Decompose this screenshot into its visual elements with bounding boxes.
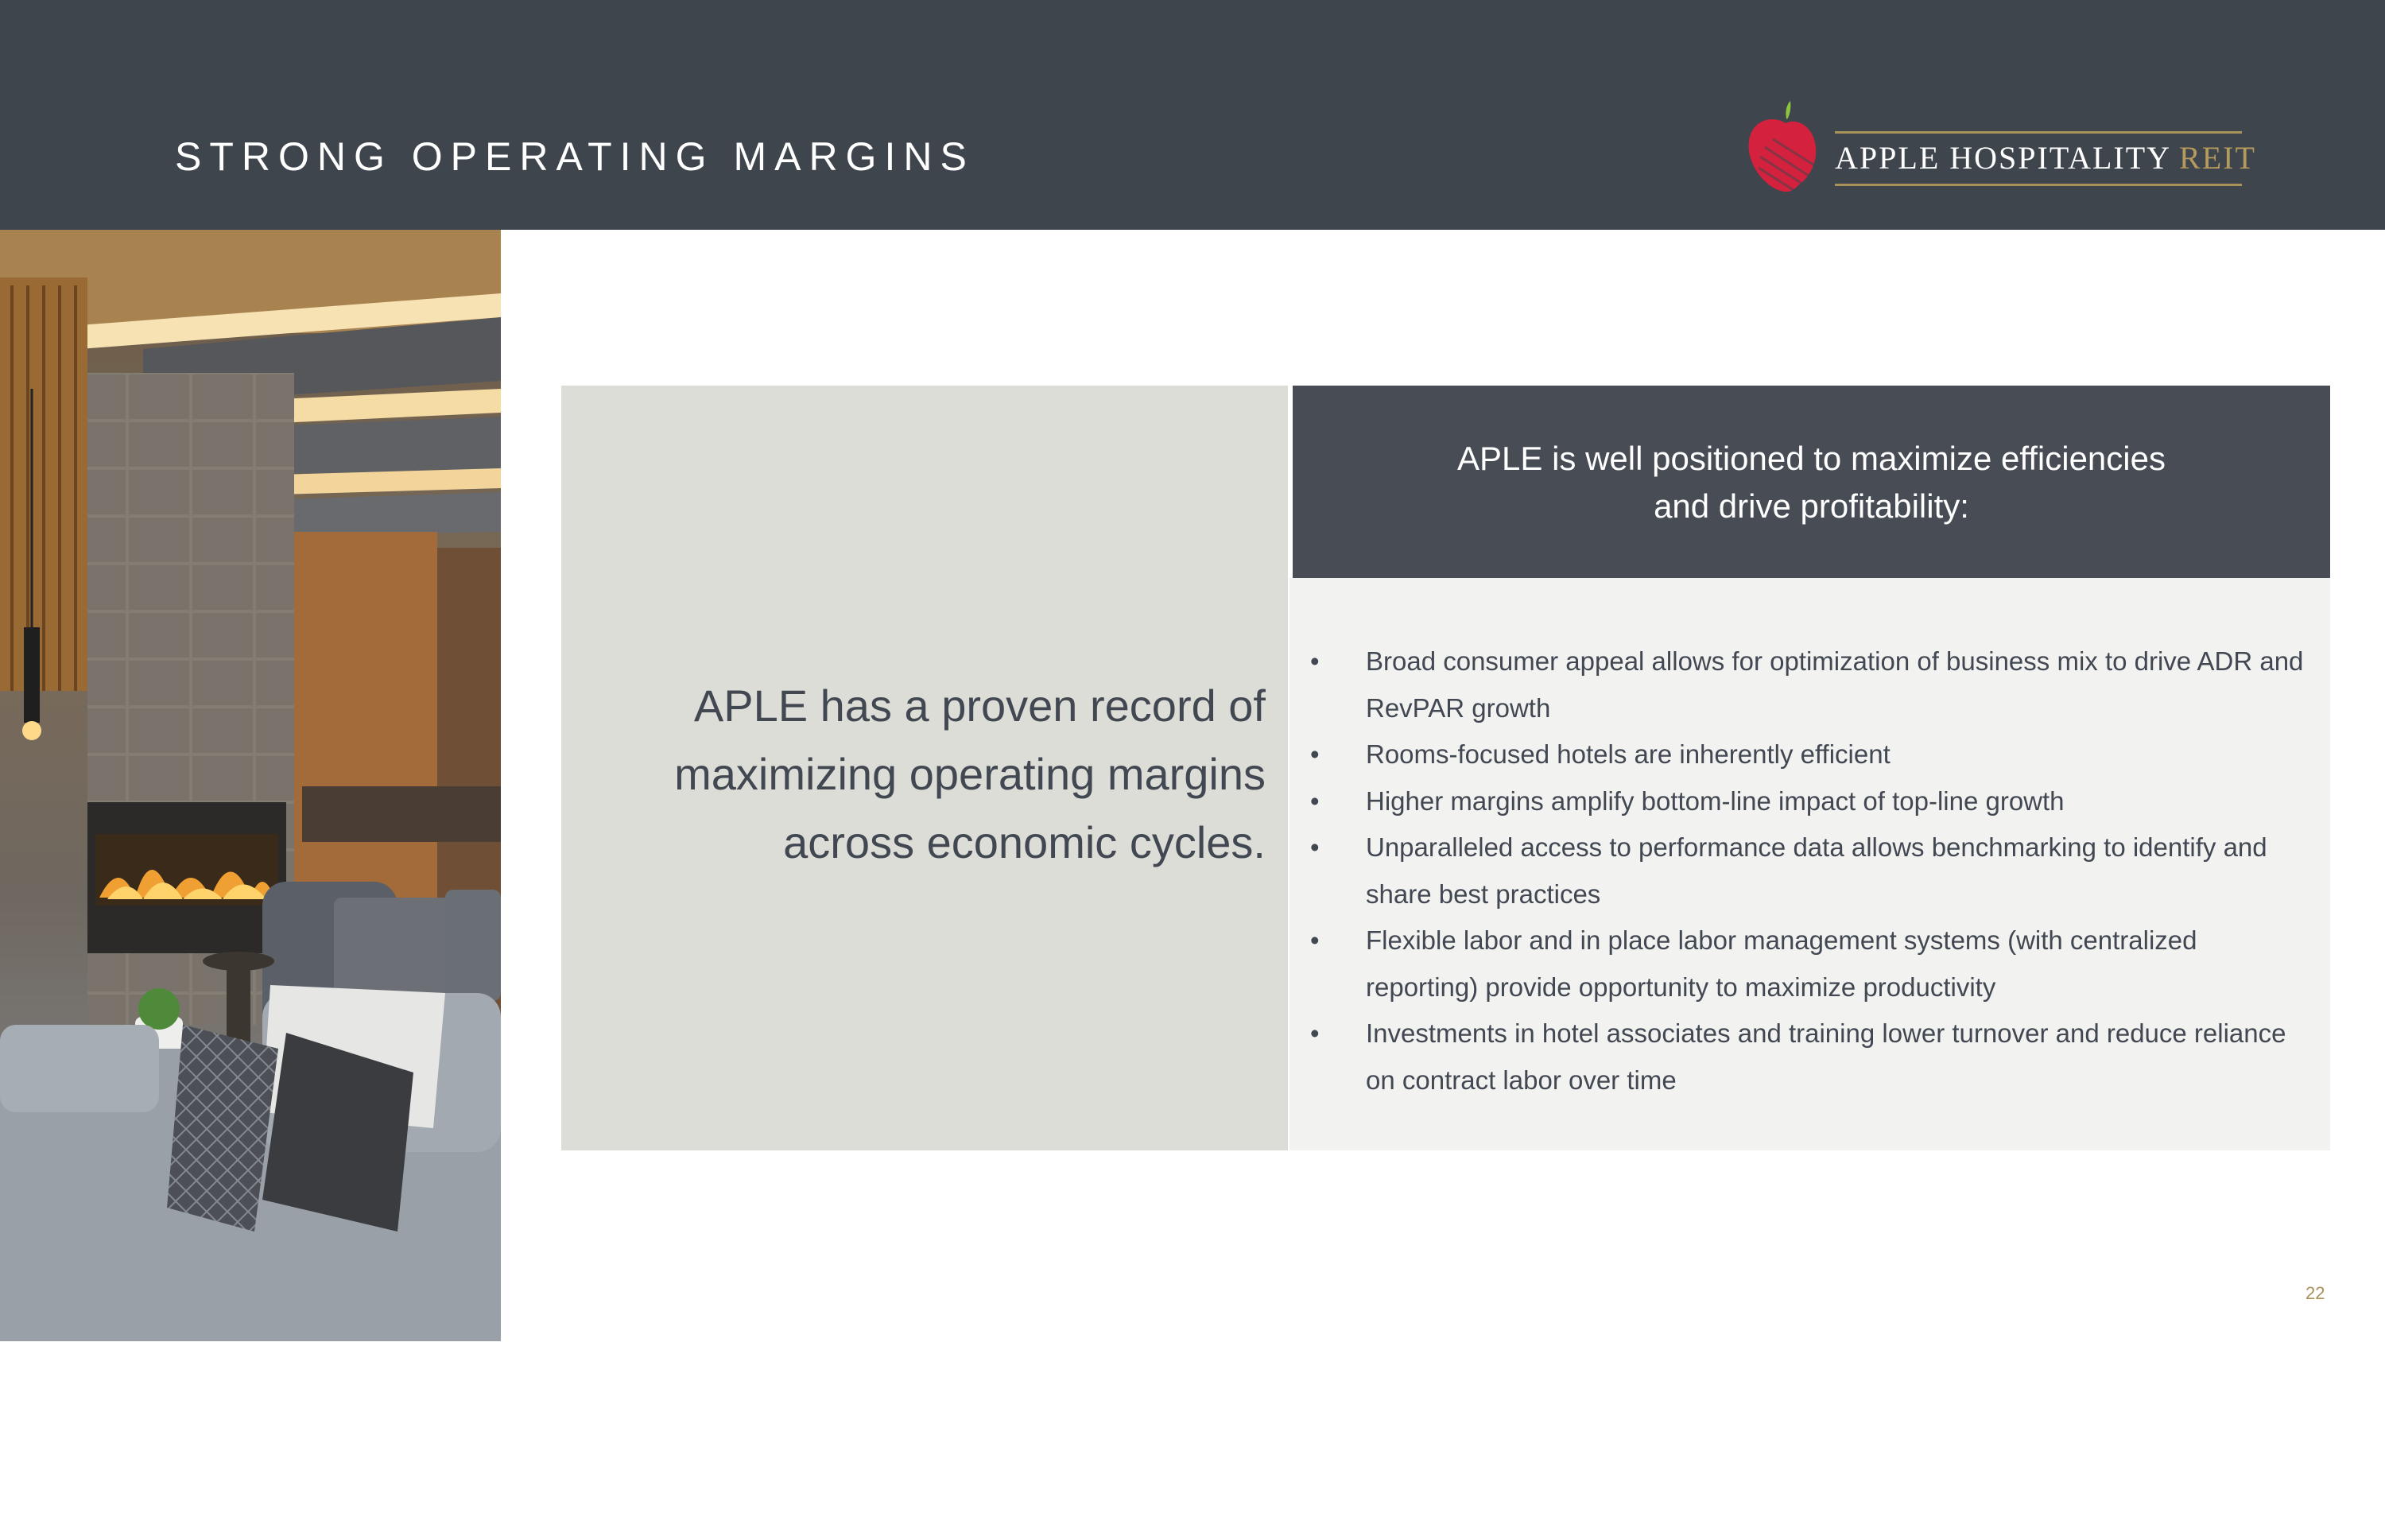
efficiencies-heading-line1: APLE is well positioned to maximize efficiencies	[1457, 440, 2166, 477]
efficiencies-bullet-list	[1289, 638, 2330, 1104]
photo-caption: AC HOTEL WASHINGTON DC CONVENTION CENTER	[17, 1519, 457, 1539]
slide-title: STRONG OPERATING MARGINS	[175, 134, 975, 179]
statement-panel	[561, 386, 1288, 1150]
logo-suffix: REIT	[2179, 140, 2256, 176]
bullet-icon: •	[1310, 786, 1320, 816]
bullet-text: Investments in hotel associates and training lower turnover and reduce reliance on contract labor over time	[1366, 1018, 2286, 1095]
bullet-item	[1289, 824, 2330, 917]
bullet-icon: •	[1310, 1018, 1320, 1048]
bullet-item	[1289, 1011, 2330, 1104]
bullet-item	[1289, 638, 2330, 731]
bullet-item	[1289, 731, 2330, 778]
logo-wordmark	[1835, 139, 2256, 176]
slide-header	[0, 0, 2385, 230]
bullet-item	[1289, 917, 2330, 1011]
bullet-item	[1289, 778, 2330, 825]
statement-text: APLE has a proven record of maximizing operating margins across economic cycles.	[674, 681, 1266, 867]
bullet-text: Rooms-focused hotels are inherently efficient	[1366, 739, 1891, 769]
logo-brand: APPLE HOSPITALITY	[1835, 140, 2172, 176]
efficiencies-body	[1289, 578, 2330, 1150]
efficiencies-header	[1293, 386, 2330, 578]
lobby-illustration	[0, 230, 501, 1341]
page-number: 22	[2306, 1283, 2325, 1303]
bullet-icon: •	[1310, 925, 1320, 955]
hotel-lobby-photo	[0, 230, 501, 1539]
logo-rule-bottom	[1835, 184, 2242, 186]
company-logo	[1741, 99, 2256, 195]
efficiencies-heading	[1293, 435, 2330, 530]
bullet-icon: •	[1310, 739, 1320, 769]
bullet-text: Flexible labor and in place labor management systems (with centralized reporting) provide opportunity to maximize productivity	[1366, 925, 2197, 1002]
bullet-icon: •	[1310, 832, 1320, 862]
bullet-text: Higher margins amplify bottom-line impact of top-line growth	[1366, 786, 2065, 816]
bullet-text: Unparalleled access to performance data allows benchmarking to identify and share best practices	[1366, 832, 2267, 909]
efficiencies-heading-line2: and drive profitability:	[1654, 487, 1969, 525]
bullet-text: Broad consumer appeal allows for optimization of business mix to drive ADR and RevPAR growth	[1366, 646, 2304, 723]
apple-logo-icon	[1741, 99, 1828, 195]
logo-rule-top	[1835, 131, 2242, 134]
bullet-icon: •	[1310, 646, 1320, 676]
